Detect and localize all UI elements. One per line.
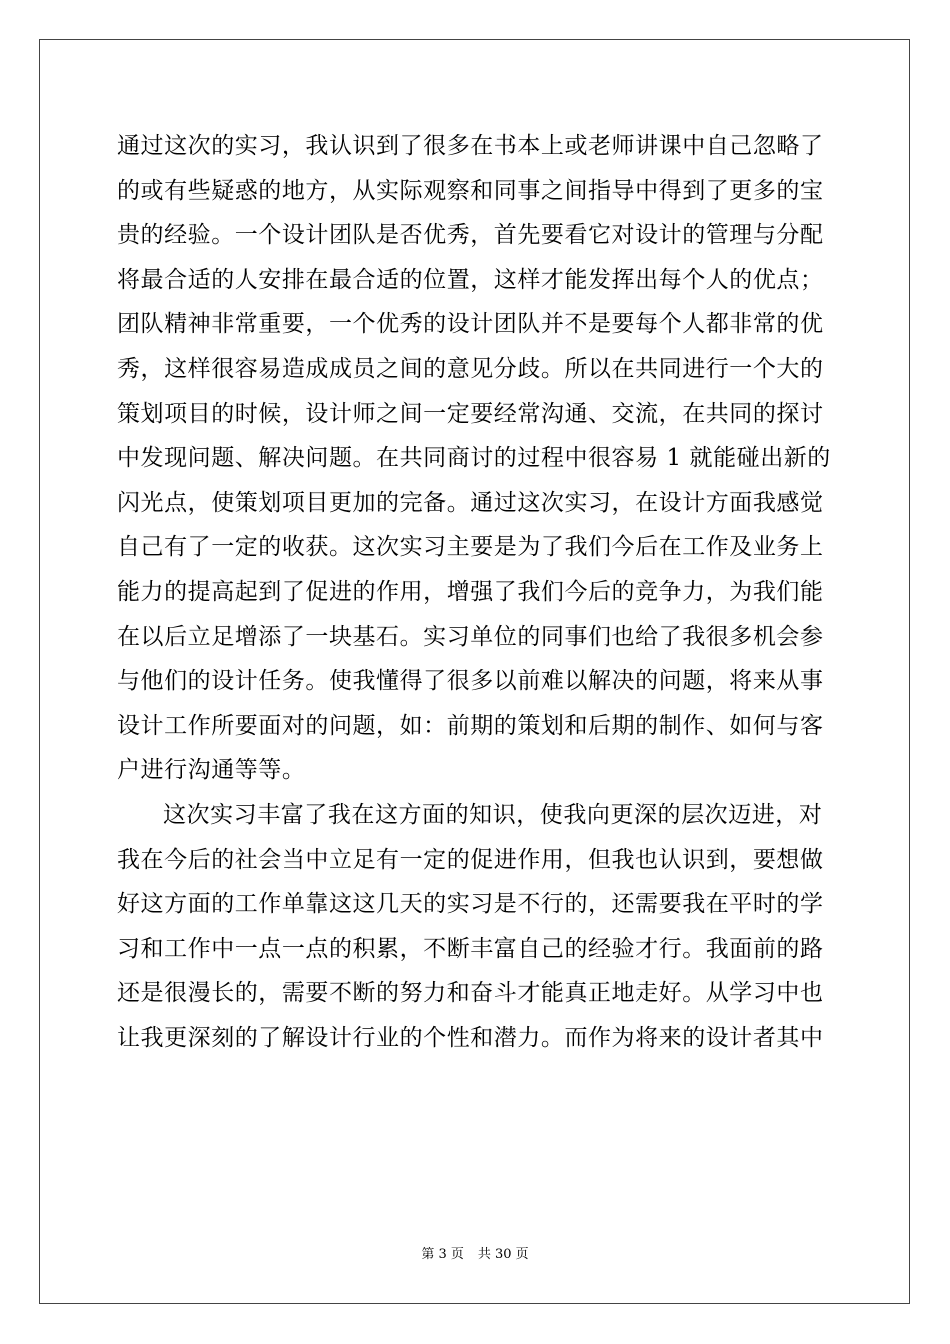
text-line: 还是很漫长的，需要不断的努力和奋斗才能真正地走好。从学习中也 xyxy=(117,980,824,1007)
text-line: 能力的提高起到了促进的作用，增强了我们今后的竞争力，为我们能 xyxy=(117,578,824,605)
text-line: 习和工作中一点一点的积累，不断丰富自己的经验才行。我面前的路 xyxy=(117,935,824,962)
text-line: 我在今后的社会当中立足有一定的促进作用，但我也认识到，要想做 xyxy=(117,846,824,873)
page-total: 共 30 页 xyxy=(477,1247,529,1262)
text-line: 中发现问题、解决问题。在共同商讨的过程中很容易 1 就能碰出新的 xyxy=(117,445,831,472)
text-line: 在以后立足增添了一块基石。实习单位的同事们也给了我很多机会参 xyxy=(117,623,824,650)
text-line: 闪光点，使策划项目更加的完备。通过这次实习，在设计方面我感觉 xyxy=(117,489,824,516)
text-line: 秀，这样很容易造成成员之间的意见分歧。所以在共同进行一个大的 xyxy=(117,355,824,382)
page-footer xyxy=(0,1243,950,1262)
text-line: 户进行沟通等等。 xyxy=(117,757,306,784)
paragraph-2 xyxy=(117,793,833,1061)
text-line: 通过这次的实习，我认识到了很多在书本上或老师讲课中自己忽略了 xyxy=(117,133,824,159)
text-line: 与他们的设计任务。使我懂得了很多以前难以解决的问题，将来从事 xyxy=(117,668,824,695)
paragraph-1 xyxy=(117,124,833,793)
text-line: 设计工作所要面对的问题，如：前期的策划和后期的制作、如何与客 xyxy=(117,712,824,739)
text-line: 将最合适的人安排在最合适的位置，这样才能发挥出每个人的优点； xyxy=(117,266,824,293)
text-line: 贵的经验。一个设计团队是否优秀，首先要看它对设计的管理与分配 xyxy=(117,222,824,249)
text-line: 让我更深刻的了解设计行业的个性和潜力。而作为将来的设计者其中 xyxy=(117,1024,824,1051)
text-line: 团队精神非常重要，一个优秀的设计团队并不是要每个人都非常的优 xyxy=(117,311,824,338)
text-line: 策划项目的时候，设计师之间一定要经常沟通、交流，在共同的探讨 xyxy=(117,400,824,427)
page-number: 第 3 页 xyxy=(421,1247,464,1262)
document-body xyxy=(117,124,833,1060)
text-line: 自己有了一定的收获。这次实习主要是为了我们今后在工作及业务上 xyxy=(117,534,824,561)
text-line: 的或有些疑惑的地方，从实际观察和同事之间指导中得到了更多的宝 xyxy=(117,177,824,204)
text-line: 这次实习丰富了我在这方面的知识，使我向更深的层次迈进，对 xyxy=(163,801,823,828)
text-line: 好这方面的工作单靠这这几天的实习是不行的，还需要我在平时的学 xyxy=(117,891,824,918)
